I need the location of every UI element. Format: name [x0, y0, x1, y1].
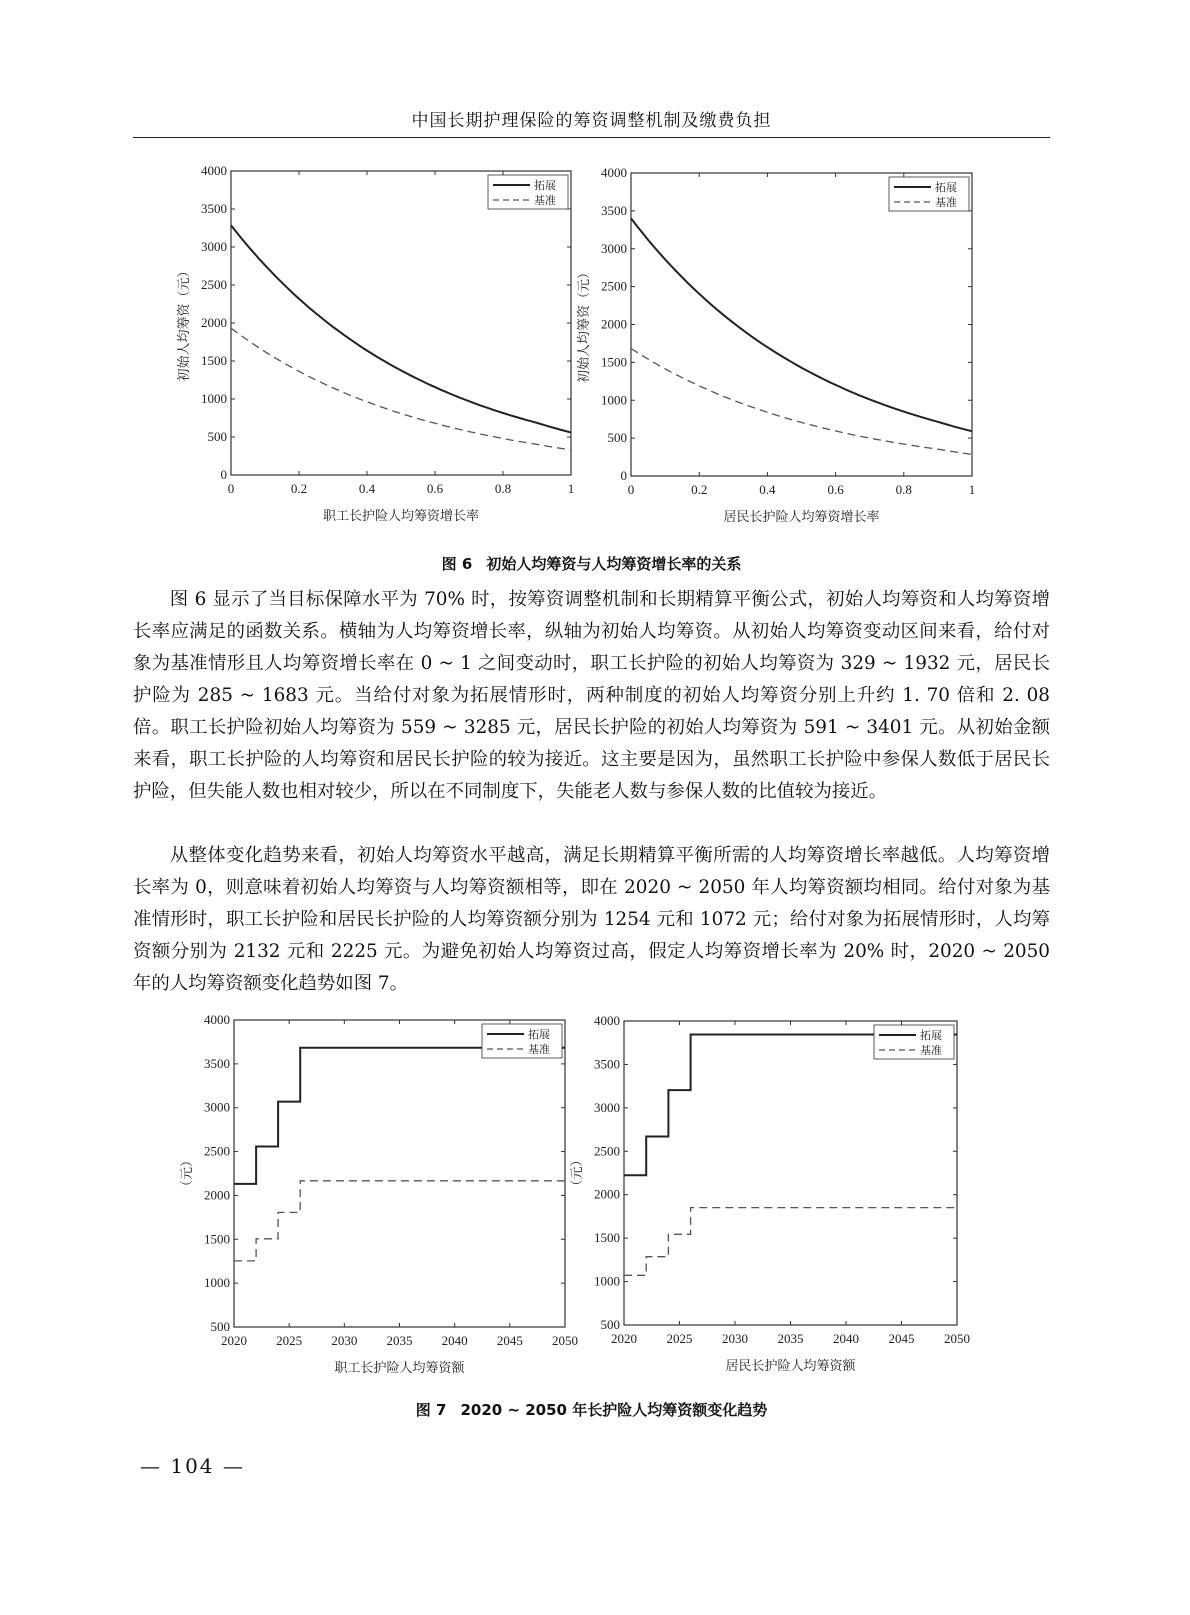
figure6-right-chart	[575, 160, 995, 535]
figure7-right-chart	[570, 1008, 990, 1382]
y-tick-label: 4000	[601, 165, 627, 180]
chart-legend	[488, 175, 568, 209]
x-tick-label: 2020	[221, 1333, 247, 1348]
plot-frame	[624, 1021, 957, 1325]
chart-legend	[482, 1024, 562, 1058]
x-tick-label: 1	[567, 481, 575, 496]
running-header: 中国长期护理保险的筹资调整机制及缴费负担	[411, 111, 772, 131]
figure7-left-chart	[170, 1008, 590, 1382]
legend-label: 基准	[528, 1044, 550, 1056]
page-number: — 104 —	[140, 1454, 245, 1478]
x-tick-label: 0.4	[358, 481, 376, 496]
figure6-title: 初始人均筹资与人均筹资增长率的关系	[486, 555, 742, 573]
y-tick-label: 1000	[594, 1273, 620, 1289]
y-axis-label: 初始人均筹资（元）	[576, 265, 591, 384]
chart-legend	[874, 1025, 954, 1059]
plot-frame	[231, 171, 571, 475]
x-tick-label: 0.2	[290, 481, 308, 496]
y-tick-label: 2500	[594, 1143, 620, 1159]
y-tick-label: 4000	[594, 1013, 620, 1028]
x-tick-label: 0.8	[494, 481, 512, 496]
y-tick-label: 1500	[601, 354, 627, 370]
figure6-caption	[133, 553, 1050, 574]
y-axis-label: （元）	[569, 1153, 584, 1193]
y-tick-label: 1000	[201, 391, 227, 406]
x-axis-label: 居民长护险人均筹资增长率	[723, 509, 880, 524]
y-tick-label: 3500	[204, 1055, 230, 1071]
legend-box	[482, 1024, 562, 1058]
x-tick-label: 2020	[611, 1331, 637, 1346]
y-tick-label: 3500	[601, 202, 627, 218]
legend-label: 拓展	[935, 182, 957, 194]
figure6-number: 图 6	[441, 555, 473, 573]
paragraph-2: 从整体变化趋势来看，初始人均筹资水平越高，满足长期精算平衡所需的人均筹资增长率越低。人均筹资增长率为 0，则意味着初始人均筹资与人均筹资额相等，即在 2020 ~ 2050 年人均筹资额均相同。给付对象为基准情形时，职工长护险和居民长护险的人均筹资额分别为 1254 元和 1072 元；给付对象为拓展情形时，人均筹资额分别为 2132 元和 2225 元。为避免初始人均筹资过高，假定人均筹资增长率为 20% 时，2020 ~ 2050 年的人均筹资额变化趋势如图 7。	[133, 845, 1050, 994]
x-axis-label: 居民长护险人均筹资额	[725, 1358, 856, 1373]
legend-label: 基准	[920, 1045, 942, 1057]
x-tick-label: 0.8	[895, 482, 912, 497]
y-tick-label: 2000	[201, 315, 227, 330]
y-tick-label: 2500	[201, 277, 227, 292]
x-tick-label: 0.6	[426, 481, 444, 496]
y-tick-label: 4000	[204, 1012, 230, 1027]
y-tick-label: 0	[620, 468, 627, 483]
y-tick-label: 3000	[201, 239, 227, 254]
y-tick-label: 0	[220, 467, 227, 482]
legend-label: 拓展	[534, 180, 556, 192]
y-tick-label: 1000	[204, 1275, 230, 1291]
y-tick-label: 2500	[204, 1143, 230, 1159]
x-tick-label: 2050	[552, 1333, 578, 1348]
x-axis-label: 职工长护险人均筹资额	[334, 1360, 465, 1375]
figure7-title: 2020 ~ 2050 年长护险人均筹资额变化趋势	[460, 1401, 768, 1419]
y-tick-label: 500	[210, 1319, 230, 1334]
x-tick-label: 0	[227, 481, 235, 496]
y-tick-label: 3500	[594, 1056, 620, 1072]
figure7-number: 图 7	[415, 1401, 447, 1419]
x-tick-label: 2035	[777, 1331, 804, 1346]
x-tick-label: 2035	[386, 1333, 413, 1348]
legend-label: 基准	[534, 195, 556, 207]
y-tick-label: 3000	[204, 1099, 230, 1115]
x-tick-label: 2025	[666, 1331, 693, 1346]
plot-frame	[234, 1020, 565, 1327]
y-tick-label: 3500	[201, 201, 227, 216]
y-tick-label: 3000	[594, 1099, 620, 1115]
legend-box	[488, 175, 568, 209]
legend-label: 拓展	[528, 1029, 550, 1041]
x-axis-label: 职工长护险人均筹资增长率	[322, 508, 480, 523]
y-tick-label: 4000	[201, 163, 227, 178]
y-tick-label: 1500	[204, 1231, 230, 1247]
x-tick-label: 2050	[944, 1331, 970, 1346]
legend-label: 基准	[935, 197, 957, 209]
figure7-caption	[133, 1399, 1050, 1420]
y-tick-label: 1000	[601, 392, 627, 408]
x-tick-label: 1	[968, 482, 976, 497]
y-tick-label: 2000	[601, 316, 627, 332]
x-tick-label: 0.2	[691, 482, 708, 497]
plot-frame	[631, 173, 972, 476]
x-tick-label: 2025	[276, 1333, 303, 1348]
chart-legend	[889, 177, 969, 211]
y-tick-label: 2500	[601, 278, 627, 294]
y-tick-label: 3000	[601, 240, 627, 256]
y-tick-label: 500	[607, 430, 627, 446]
figure6-left-chart	[170, 160, 590, 535]
x-tick-label: 2045	[888, 1331, 915, 1346]
x-tick-label: 2040	[441, 1333, 468, 1348]
x-tick-label: 0.6	[827, 482, 844, 497]
legend-box	[874, 1025, 954, 1059]
x-tick-label: 2030	[331, 1333, 358, 1348]
y-tick-label: 500	[207, 429, 227, 444]
legend-box	[889, 177, 969, 211]
y-tick-label: 1500	[201, 353, 227, 368]
x-tick-label: 2040	[833, 1331, 859, 1346]
paragraph-1: 图 6 显示了当目标保障水平为 70% 时，按筹资调整机制和长期精算平衡公式，初始人均筹资和人均筹资增长率应满足的函数关系。横轴为人均筹资增长率，纵轴为初始人均筹资。从初始人均筹资变动区间来看，给付对象为基准情形且人均筹资增长率在 0 ~ 1 之间变动时，职工长护险的初始人均筹资为 329 ~ 1932 元，居民长护险为 285 ~ 1683 元。当给付对象为拓展情形时，两种制度的初始人均筹资分别上升约 1. 70 倍和 2. 08 倍。职工长护险初始人均筹资为 559 ~ 3285 元，居民长护险的初始人均筹资为 591 ~ 3401 元。从初始金额来看，职工长护险的人均筹资和居民长护险的较为接近。这主要是因为，虽然职工长护险中参保人数低于居民长护险，但失能人数也相对较少，所以在不同制度下，失能老人数与参保人数的比值较为接近。	[133, 589, 1050, 802]
y-tick-label: 1500	[594, 1230, 620, 1246]
y-axis-label: 初始人均筹资（元）	[176, 264, 191, 382]
y-tick-label: 2000	[594, 1186, 620, 1202]
y-axis-label: （元）	[179, 1153, 194, 1194]
x-tick-label: 2045	[496, 1333, 523, 1348]
y-tick-label: 2000	[204, 1187, 230, 1203]
x-tick-label: 2030	[722, 1331, 748, 1346]
header-rule	[133, 137, 1050, 138]
y-tick-label: 500	[600, 1317, 620, 1332]
legend-label: 拓展	[920, 1030, 942, 1042]
x-tick-label: 0.4	[759, 482, 776, 497]
x-tick-label: 0	[627, 482, 635, 497]
